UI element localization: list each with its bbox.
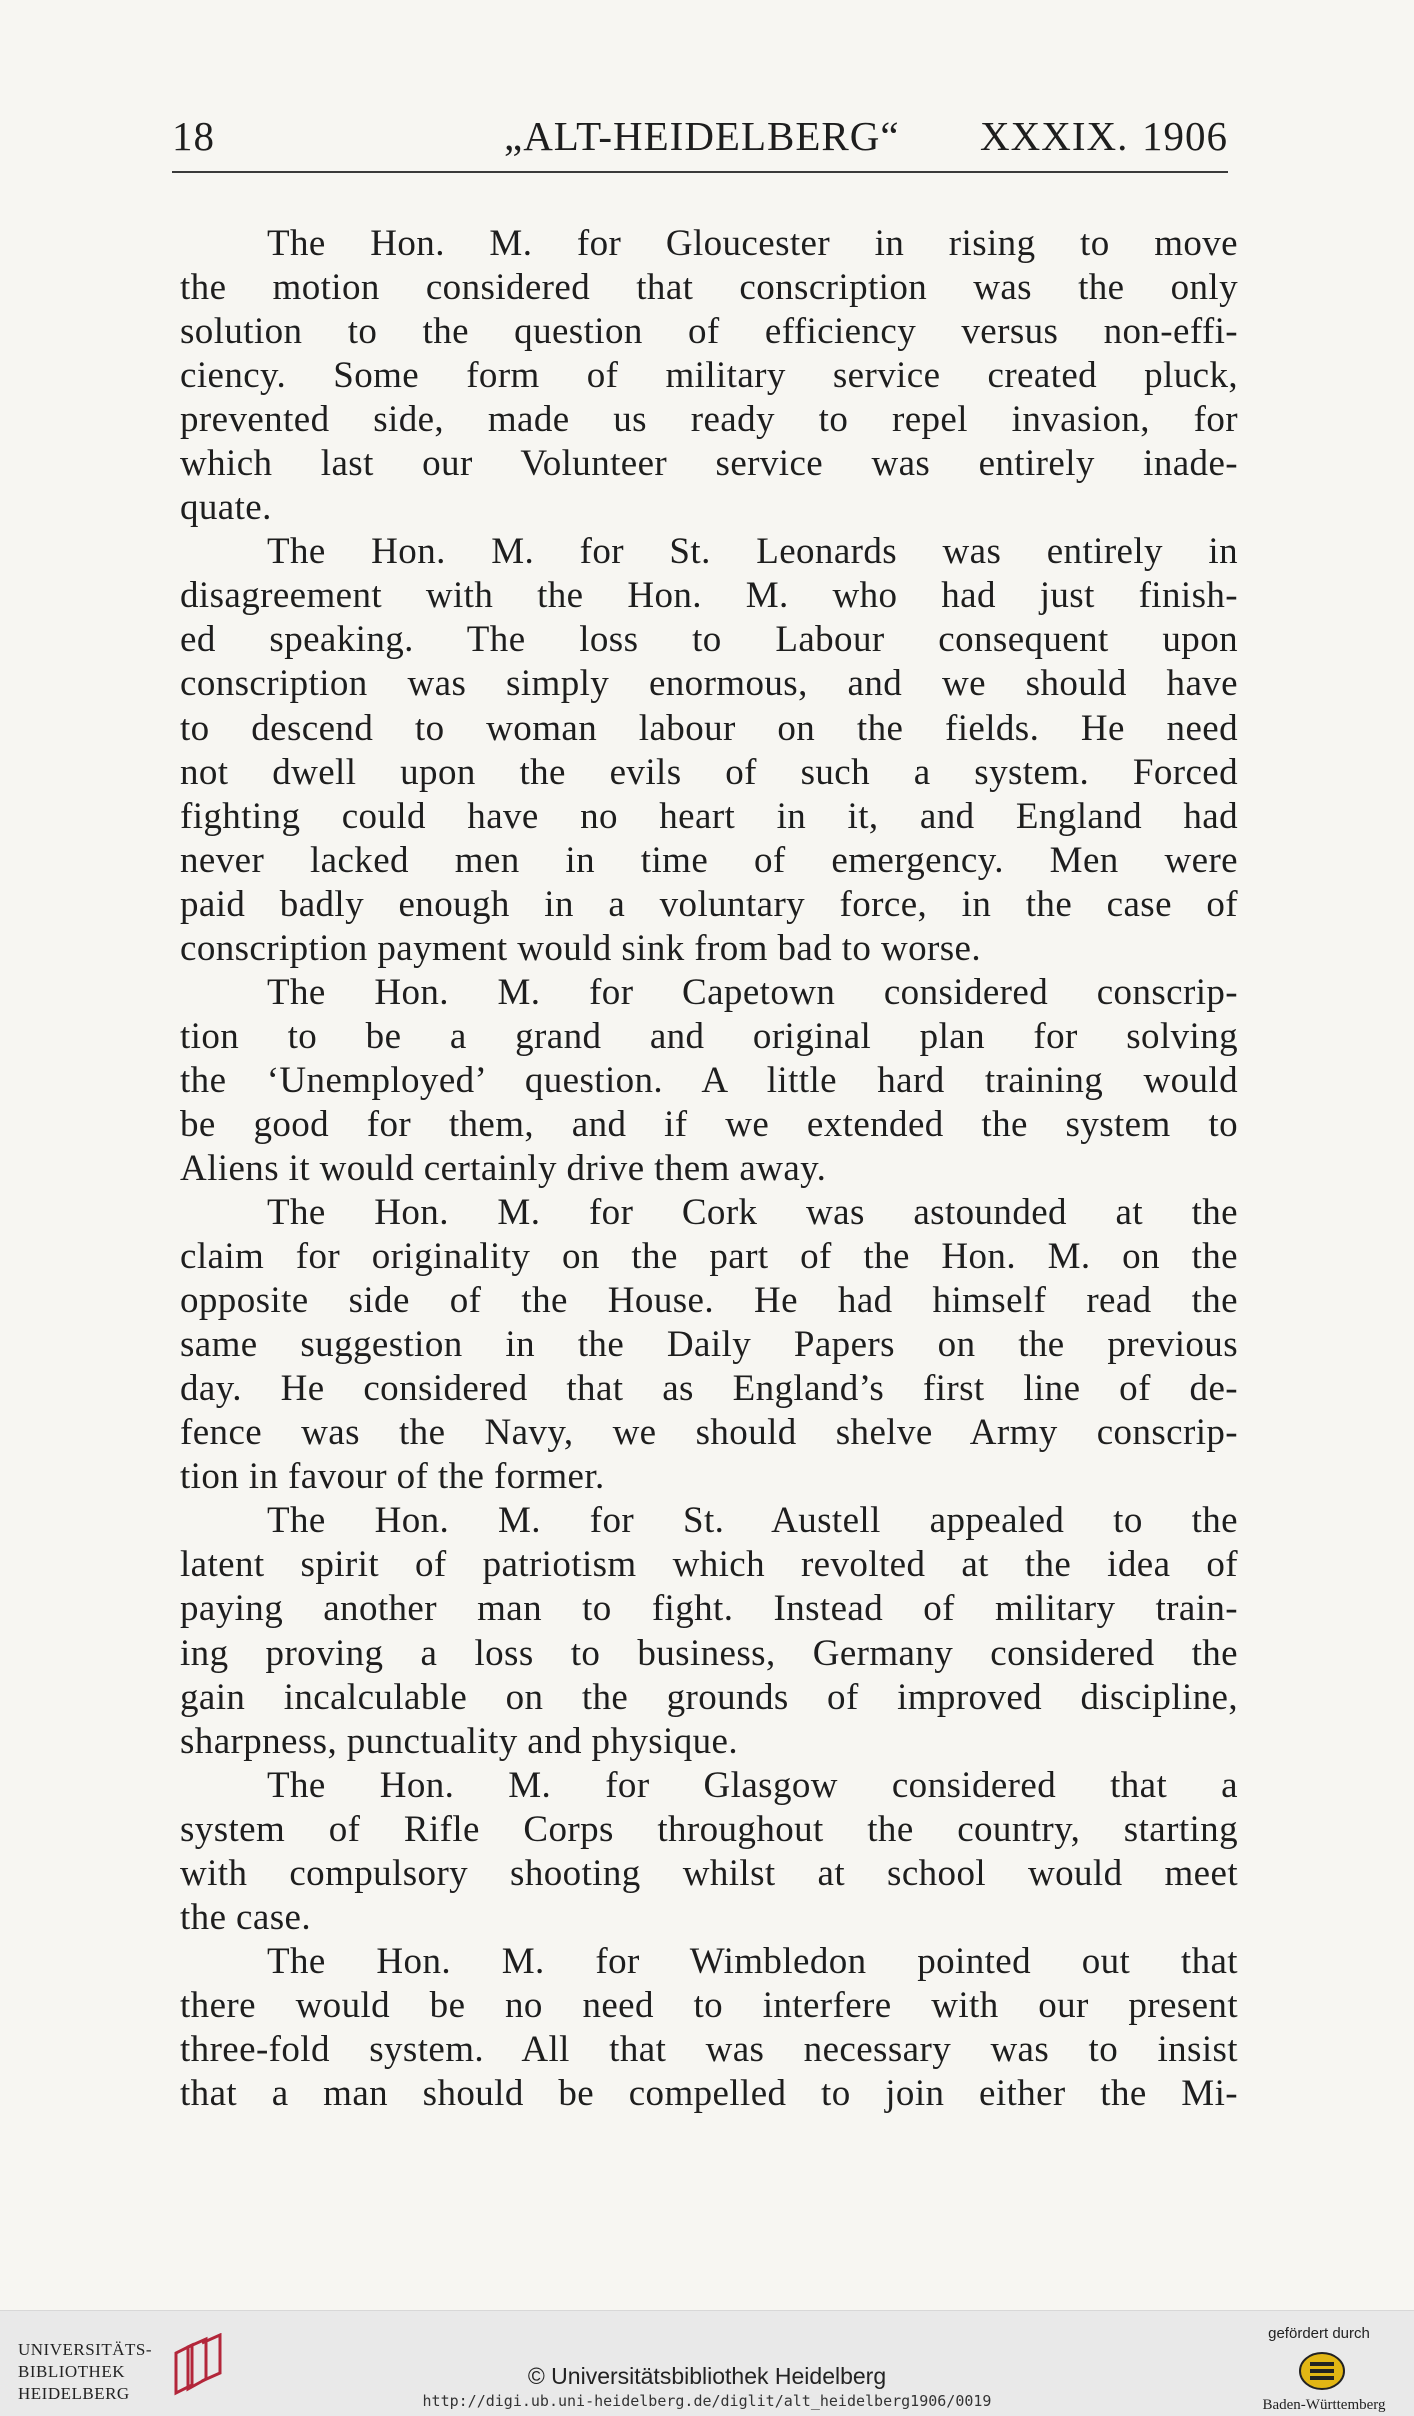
text-line: never lacked men in time of emergency. Men were <box>180 839 1238 881</box>
text-line: disagreement with the Hon. M. who had just finish- <box>180 575 1238 617</box>
text-line: opposite side of the House. He had himself read the <box>180 1280 1238 1322</box>
sponsor-label: gefördert durch <box>1268 2325 1370 2342</box>
text-line: sharpness, punctuality and physique. <box>180 1720 738 1762</box>
baden-wuerttemberg-crest-icon <box>1298 2351 1346 2391</box>
sponsor-name: Baden-Württemberg <box>1262 2397 1386 2413</box>
text-line: paying another man to fight. Instead of military train- <box>180 1588 1238 1630</box>
text-line: fighting could have no heart in it, and England had <box>180 795 1238 837</box>
text-line: ed speaking. The loss to Labour consequent upon <box>180 619 1238 661</box>
text-line: that a man should be compelled to join either the Mi- <box>180 2072 1238 2114</box>
text-line: gain incalculable on the grounds of improved discipline, <box>180 1676 1238 1718</box>
copyright-notice: © Universitätsbibliothek Heidelberg <box>527 2363 887 2389</box>
text-line: day. He considered that as England’s first line of de- <box>180 1368 1238 1410</box>
text-line: the ‘Unemployed’ question. A little hard training would <box>180 1059 1238 1101</box>
library-name-line: UNIVERSITÄTS- <box>18 2340 152 2359</box>
permalink[interactable]: http://digi.ub.uni-heidelberg.de/diglit/alt_heidelberg1906/0019 <box>422 2392 992 2410</box>
text-line: system of Rifle Corps throughout the country, starting <box>180 1808 1238 1850</box>
publication-year: 1906 <box>1142 113 1228 159</box>
text-line: The Hon. M. for Glasgow considered that a <box>267 1764 1238 1806</box>
text-line: the motion considered that conscription was the only <box>180 267 1238 309</box>
article-body <box>180 222 1238 2116</box>
text-line: to descend to woman labour on the fields. He need <box>180 707 1238 749</box>
digitization-footer <box>0 2310 1414 2416</box>
text-line: ciency. Some form of military service created pluck, <box>180 355 1238 397</box>
text-line: claim for originality on the part of the Hon. M. on the <box>180 1236 1238 1278</box>
library-name-line: BIBLIOTHEK <box>18 2362 125 2381</box>
header-rule <box>172 171 1228 173</box>
text-line: The Hon. M. for St. Leonards was entirely in <box>267 531 1238 573</box>
volume-number: XXXIX. <box>980 113 1129 159</box>
text-line: with compulsory shooting whilst at school would meet <box>180 1852 1238 1894</box>
text-line: tion to be a grand and original plan for solving <box>180 1015 1238 1057</box>
text-line: Aliens it would certainly drive them away. <box>180 1147 827 1189</box>
text-line: latent spirit of patriotism which revolted at the idea of <box>180 1544 1238 1586</box>
text-line: paid badly enough in a voluntary force, in the case of <box>180 883 1238 925</box>
text-line: solution to the question of efficiency versus non-effi- <box>180 311 1238 353</box>
library-name-line: HEIDELBERG <box>18 2384 130 2403</box>
text-line: ing proving a loss to business, Germany considered the <box>180 1632 1238 1674</box>
page-number: 18 <box>172 113 215 159</box>
text-line: The Hon. M. for Cork was astounded at the <box>267 1192 1238 1234</box>
text-line: The Hon. M. for Gloucester in rising to move <box>267 223 1238 264</box>
text-line: which last our Volunteer service was entirely inade- <box>180 443 1238 485</box>
text-line: not dwell upon the evils of such a system. Forced <box>180 751 1238 793</box>
text-line: prevented side, made us ready to repel invasion, for <box>180 399 1238 441</box>
text-line: be good for them, and if we extended the system to <box>180 1103 1238 1145</box>
text-line: The Hon. M. for Wimbledon pointed out that <box>267 1940 1238 1982</box>
text-line: fence was the Navy, we should shelve Army conscrip- <box>180 1412 1238 1454</box>
text-line: conscription was simply enormous, and we should have <box>180 663 1238 705</box>
text-line: the case. <box>180 1896 311 1938</box>
running-header <box>172 112 1228 172</box>
text-line: same suggestion in the Daily Papers on the previous <box>180 1324 1238 1366</box>
text-line: The Hon. M. for Capetown considered conscrip- <box>267 971 1238 1013</box>
text-line: The Hon. M. for St. Austell appealed to the <box>267 1500 1238 1542</box>
text-line: quate. <box>180 487 272 529</box>
text-line: tion in favour of the former. <box>180 1456 605 1498</box>
text-line: conscription payment would sink from bad to worse. <box>180 927 981 969</box>
journal-title: „ALT-HEIDELBERG“ <box>504 113 900 159</box>
text-line: there would be no need to interfere with our present <box>180 1984 1238 2026</box>
text-line: three-fold system. All that was necessary was to insist <box>180 2028 1238 2070</box>
